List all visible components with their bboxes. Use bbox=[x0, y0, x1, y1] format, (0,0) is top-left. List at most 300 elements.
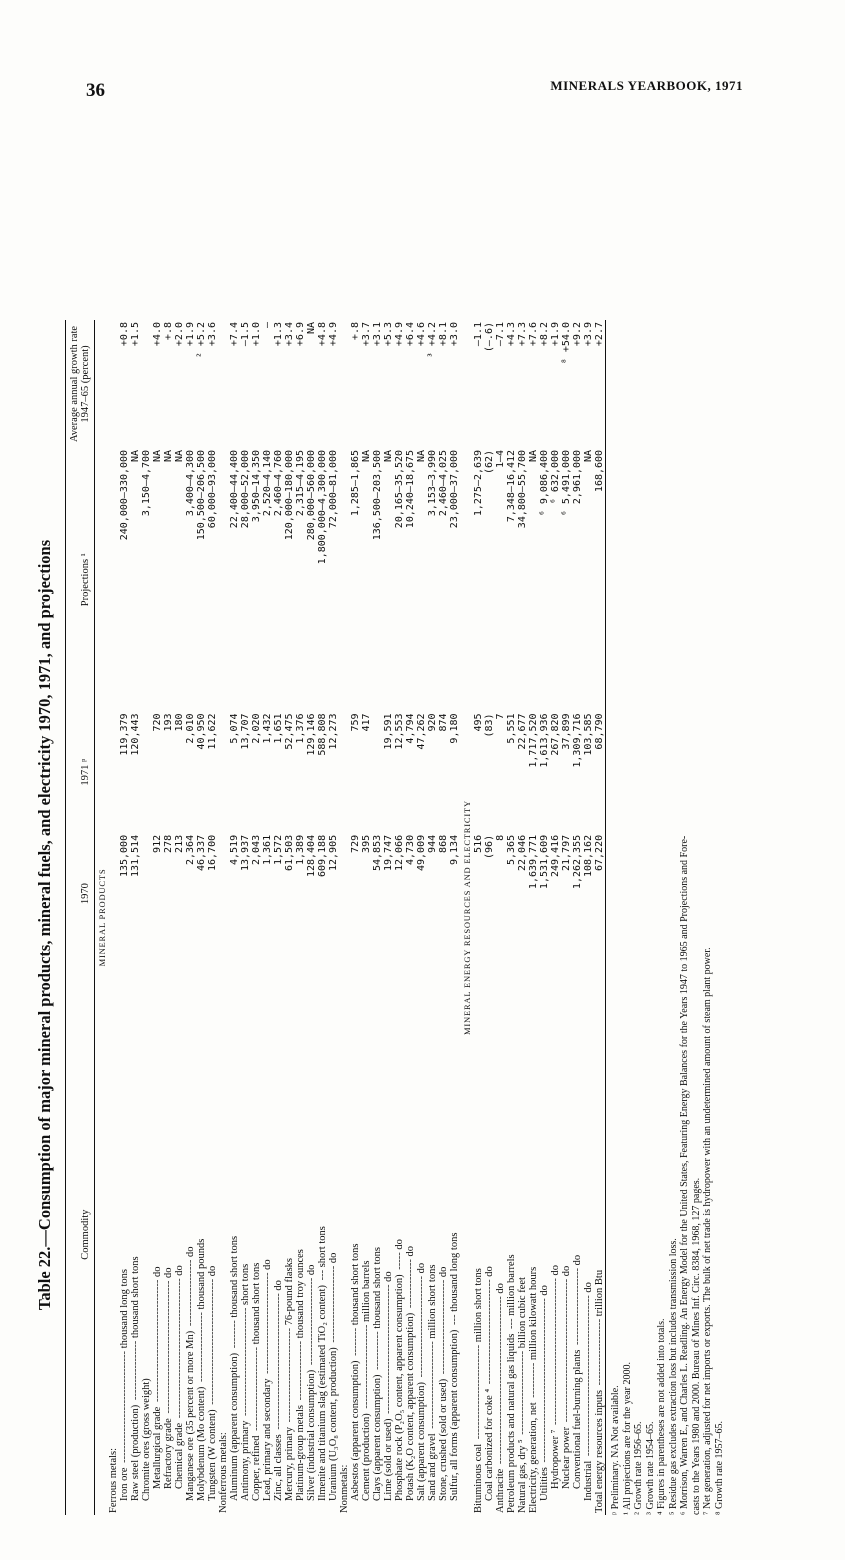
section-heading: MINERAL ENERGY RESOURCES AND ELECTRICITY bbox=[462, 800, 472, 1035]
leader-dots: ---------------------- bbox=[328, 1263, 339, 1346]
projection-value: 22,400–44,400 bbox=[229, 449, 240, 529]
commodity-cell bbox=[207, 954, 218, 1515]
leader-dots: ---------------------------------------------- bbox=[583, 1292, 594, 1459]
projection-value: 168,600 bbox=[594, 448, 606, 712]
growth-rate-value: +3.0 bbox=[449, 322, 460, 347]
projection-value: NA bbox=[416, 449, 427, 462]
commodity-cell bbox=[317, 954, 328, 1515]
commodity-cell bbox=[328, 954, 339, 1515]
unit-label: thousand troy ounces bbox=[295, 1249, 306, 1339]
growth-rate-value: +3.7 bbox=[361, 322, 372, 347]
value-1970: 395 bbox=[361, 834, 372, 853]
projection-value bbox=[108, 448, 119, 712]
unit-label: thousand short tons bbox=[130, 1256, 141, 1339]
value-1970: 22,046 bbox=[517, 834, 528, 872]
projection-value: NA bbox=[383, 449, 394, 462]
commodity-label: Bituminous coal bbox=[473, 1443, 484, 1513]
growth-rate-value: +8.2 bbox=[539, 322, 550, 347]
commodity-cell bbox=[539, 954, 550, 1515]
value-1971: 495 bbox=[473, 713, 484, 732]
growth-rate-value: –1.1 bbox=[473, 322, 484, 347]
footnote: casts to the Years 1980 and 2000. Bureau of Mines Inf. Circ. 8384, 1968, 127 pages. bbox=[690, 1177, 702, 1515]
projection-value: 150,500–206,500 bbox=[196, 449, 207, 541]
value-1971: 5,074 bbox=[229, 713, 240, 744]
commodity-cell bbox=[119, 954, 130, 1515]
projection-value: 34,800–55,700 bbox=[517, 449, 528, 529]
growth-rate-value bbox=[141, 320, 152, 448]
commodity-label: Chemical grade bbox=[174, 1422, 185, 1489]
commodity-cell bbox=[339, 954, 350, 1515]
commodity-cell bbox=[484, 954, 495, 1515]
column-header-commodity: Commodity bbox=[66, 954, 95, 1515]
column-header-1970: 1970 bbox=[66, 833, 95, 954]
growth-rate-value: +9.2 bbox=[572, 322, 583, 347]
unit-label: do bbox=[328, 1252, 339, 1264]
value-1971: 68,790 bbox=[594, 711, 606, 832]
projection-value: 2,315–4,195 bbox=[295, 449, 306, 517]
leader-dots: -------------------------------------- bbox=[163, 1278, 174, 1417]
unit-label: do bbox=[416, 1262, 427, 1274]
growth-rate-value: +1.5 bbox=[130, 322, 141, 347]
value-1971: 2,020 bbox=[251, 713, 262, 744]
table-row bbox=[350, 320, 361, 1515]
column-header-growth-rate: Average annual growth rate 1947–65 (percent) bbox=[66, 320, 95, 448]
value-1971: 5,551 bbox=[506, 713, 517, 744]
column-header-projections: Projections ¹ bbox=[66, 448, 95, 712]
footnote: ⁸ Growth rate 1957–65. bbox=[713, 1420, 725, 1515]
value-1970: 19,747 bbox=[383, 834, 394, 872]
leader-dots: ----------------- bbox=[130, 1338, 141, 1403]
table-row bbox=[528, 320, 539, 1515]
growth-rate-value: –1.5 bbox=[240, 322, 251, 347]
table-row bbox=[473, 320, 484, 1515]
value-1971: 37,899 bbox=[561, 713, 572, 750]
commodity-cell bbox=[416, 954, 427, 1515]
rotated-table-region bbox=[35, 290, 775, 1560]
unit-label: short tons bbox=[317, 1226, 328, 1268]
leader-dots: --- bbox=[506, 1315, 517, 1332]
commodity-cell bbox=[550, 954, 561, 1515]
unit-label: million short tons bbox=[427, 1264, 438, 1339]
value-1971: 1,651 bbox=[273, 713, 284, 744]
projection-value: NA bbox=[174, 449, 185, 462]
growth-rate-value: +1.0 bbox=[251, 322, 262, 347]
growth-rate-value: +6.9 bbox=[295, 322, 306, 347]
projection-value: 28,000–52,000 bbox=[240, 449, 251, 529]
leader-dots: ------------------------- bbox=[427, 1338, 438, 1432]
footnote: ⁴ Figures in parentheses are not added into totals. bbox=[656, 1318, 667, 1515]
projection-value: 2,460–4,760 bbox=[273, 449, 284, 517]
unit-label: thousand short tons bbox=[251, 1262, 262, 1345]
leader-dots: ------------------- bbox=[185, 1257, 196, 1329]
growth-rate-value: +8.1 bbox=[438, 322, 449, 347]
section-heading: MINERAL PRODUCTS bbox=[97, 868, 107, 967]
value-1971: 1,717,520 bbox=[528, 713, 539, 768]
table-row bbox=[152, 320, 163, 1515]
projection-value: ⁶ 9,086,400 bbox=[539, 449, 550, 517]
table-row bbox=[361, 320, 372, 1515]
value-1970: 131,514 bbox=[130, 834, 141, 878]
growth-rate-value: – bbox=[262, 322, 273, 329]
projection-value: 1,800,000–4,300,000 bbox=[317, 449, 328, 565]
commodity-label: Phosphate rock (P₂O₅ content, apparent consumption) bbox=[394, 1274, 405, 1501]
leader-dots: -------------------- bbox=[196, 1309, 207, 1385]
footnote: ⁶ Morrison, Warren E., and Charles L. Readling. An Energy Model for the United States, Featuring Energy Balances for the Years 1947 to 1965 and Projections and Fore- bbox=[679, 835, 690, 1515]
table-row bbox=[594, 320, 606, 1515]
table-row bbox=[163, 320, 174, 1515]
growth-rate-value: +7.6 bbox=[528, 322, 539, 347]
commodity-label: Electricity, generation, net bbox=[528, 1402, 539, 1513]
table-row bbox=[449, 320, 460, 1515]
commodity-label: Stone, crushed (sold or used) bbox=[438, 1378, 449, 1501]
commodity-label: Chromite ores (gross weight) bbox=[141, 1378, 152, 1501]
unit-label: do bbox=[583, 1282, 594, 1293]
value-1971: 1,376 bbox=[295, 713, 306, 744]
commodity-cell bbox=[572, 954, 583, 1515]
value-1970: 516 bbox=[473, 834, 484, 853]
leader-dots: -------- bbox=[350, 1325, 361, 1359]
projection-value: 120,000–180,000 bbox=[284, 449, 295, 541]
unit-label: million barrels bbox=[506, 1254, 517, 1316]
table-row bbox=[339, 320, 350, 1515]
unit-label: do bbox=[185, 1246, 196, 1258]
commodity-cell bbox=[517, 954, 528, 1515]
commodity-cell bbox=[152, 954, 163, 1515]
leader-dots: ----------------------------------- bbox=[152, 1277, 163, 1405]
value-1970: 1,262,355 bbox=[572, 834, 583, 890]
commodity-cell bbox=[506, 954, 517, 1515]
commodity-cell bbox=[583, 954, 594, 1515]
projection-value: NA bbox=[583, 449, 594, 462]
commodity-label: Uranium (U₃O₈ content, production) bbox=[328, 1347, 339, 1501]
footnote: ¹ All projections are for the year 2000. bbox=[621, 1362, 633, 1515]
value-1970: 46,337 bbox=[196, 834, 207, 872]
value-1971 bbox=[339, 711, 350, 832]
value-1971: (83) bbox=[484, 713, 495, 738]
commodity-label: Nonmetals: bbox=[339, 1464, 350, 1513]
growth-rate-value: –7.1 bbox=[495, 322, 506, 347]
leader-dots: --------------------------------------- bbox=[273, 1290, 284, 1433]
projection-value: NA bbox=[163, 449, 174, 462]
growth-rate-value: +.8 bbox=[350, 322, 361, 341]
value-1971: 759 bbox=[350, 713, 361, 732]
growth-rate-value: +2.0 bbox=[174, 322, 185, 347]
growth-rate-value: +4.3 bbox=[506, 322, 517, 347]
value-1971 bbox=[372, 711, 383, 832]
growth-rate-value: +4.0 bbox=[152, 322, 163, 347]
table-row bbox=[438, 320, 449, 1515]
commodity-label: Lead, primary and secondary bbox=[262, 1378, 273, 1501]
leader-dots: ------------------------------------------------ bbox=[495, 1293, 506, 1467]
leader-dots: ------------------------- bbox=[306, 1275, 317, 1368]
value-1971: 1,432 bbox=[262, 713, 273, 744]
value-1971: 40,950 bbox=[196, 713, 207, 750]
projection-value: NA bbox=[528, 449, 539, 462]
projection-value: 3,150–4,700 bbox=[141, 449, 152, 517]
growth-rate-value: +3.4 bbox=[284, 322, 295, 347]
commodity-cell bbox=[394, 954, 405, 1515]
leader-dots: ----------------------------- bbox=[262, 1269, 273, 1377]
commodity-cell bbox=[251, 954, 262, 1515]
commodity-cell bbox=[405, 954, 416, 1515]
commodity-cell bbox=[273, 954, 284, 1515]
value-1970: 5,365 bbox=[506, 834, 517, 865]
footnote: ⁵ Residue gas excludes extraction loss but includes transmission loss. bbox=[667, 1238, 679, 1515]
commodity-label: Silver (industrial consumption) bbox=[306, 1369, 317, 1501]
commodity-label: Copper, refined bbox=[251, 1435, 262, 1501]
commodity-label: Conventional fuel-burning plants bbox=[572, 1349, 583, 1489]
growth-rate-value bbox=[339, 320, 350, 448]
leader-dots: ------------------------------- bbox=[240, 1304, 251, 1419]
commodity-label: Antimony, primary bbox=[240, 1420, 251, 1501]
growth-rate-value bbox=[108, 320, 119, 448]
unit-label: do bbox=[163, 1267, 174, 1279]
table-row bbox=[119, 320, 130, 1515]
leader-dots: -------------- bbox=[405, 1256, 416, 1311]
commodity-cell bbox=[427, 954, 438, 1515]
commodity-cell bbox=[284, 954, 295, 1515]
commodity-label: Cement (production) bbox=[361, 1413, 372, 1501]
unit-label: do bbox=[174, 1265, 185, 1276]
commodity-cell bbox=[438, 954, 449, 1515]
leader-dots: ------------------- bbox=[594, 1316, 605, 1388]
value-1970: 4,730 bbox=[405, 834, 416, 865]
table-row bbox=[416, 320, 427, 1515]
value-1970: 2,364 bbox=[185, 834, 196, 865]
value-1970: 868 bbox=[438, 834, 449, 853]
value-1971 bbox=[218, 711, 229, 832]
commodity-label: Petroleum products and natural gas liquids bbox=[506, 1333, 517, 1513]
commodity-label: Utilities bbox=[539, 1467, 550, 1501]
value-1971: 417 bbox=[361, 713, 372, 732]
projection-value: 7,348–16,412 bbox=[506, 449, 517, 523]
table-row bbox=[295, 320, 306, 1515]
commodity-cell bbox=[383, 954, 394, 1515]
projection-value: 23,000–37,000 bbox=[449, 449, 460, 529]
value-1970: 912 bbox=[152, 834, 163, 853]
leader-dots: --- bbox=[449, 1311, 460, 1328]
value-1970: 16,700 bbox=[207, 834, 218, 872]
commodity-cell bbox=[163, 954, 174, 1515]
value-1970: 729 bbox=[350, 834, 361, 853]
growth-rate-value: +6.4 bbox=[405, 322, 416, 347]
table-row bbox=[572, 320, 583, 1515]
table-row bbox=[218, 320, 229, 1515]
growth-rate-value: +0.8 bbox=[119, 322, 130, 347]
table-row bbox=[273, 320, 284, 1515]
table-row bbox=[517, 320, 528, 1515]
value-1970 bbox=[339, 833, 350, 954]
commodity-label: Hydropower ⁷ bbox=[550, 1429, 561, 1489]
running-head: MINERALS YEARBOOK, 1971 bbox=[550, 78, 743, 93]
commodity-cell bbox=[240, 954, 251, 1515]
leader-dots: --------------------------- bbox=[284, 1325, 295, 1426]
table-header-row bbox=[66, 320, 95, 1515]
table-row bbox=[196, 320, 207, 1515]
unit-label: million short tons bbox=[473, 1268, 484, 1343]
projection-value: 136,500–203,500 bbox=[372, 449, 383, 541]
commodity-cell bbox=[473, 954, 484, 1515]
table-row bbox=[539, 320, 550, 1515]
value-1970: 67,220 bbox=[594, 833, 606, 954]
unit-label: thousand short tons bbox=[229, 1235, 240, 1318]
unit-label: do bbox=[383, 1271, 394, 1282]
projection-value bbox=[339, 448, 350, 712]
table-row bbox=[550, 320, 561, 1515]
value-1970: 249,416 bbox=[550, 834, 561, 878]
commodity-cell bbox=[262, 954, 273, 1515]
leader-dots: ------------------------------ bbox=[484, 1276, 495, 1387]
projection-value: (62) bbox=[484, 449, 495, 475]
growth-rate-value: +4.6 bbox=[416, 322, 427, 347]
value-1971: 19,591 bbox=[383, 713, 394, 750]
unit-label: do bbox=[495, 1283, 506, 1294]
unit-label: short tons bbox=[240, 1263, 251, 1305]
commodity-cell bbox=[141, 954, 152, 1515]
projection-value bbox=[218, 448, 229, 712]
projection-value: NA bbox=[152, 449, 163, 462]
unit-label: thousand long tons bbox=[119, 1268, 130, 1349]
value-1971: 1,613,936 bbox=[539, 713, 550, 768]
footnote: ³ Growth rate 1954–65. bbox=[644, 1421, 656, 1515]
projection-value: 1–4 bbox=[495, 449, 506, 468]
value-1971: 11,622 bbox=[207, 713, 218, 750]
table-row bbox=[130, 320, 141, 1515]
section-heading-row bbox=[95, 320, 109, 1515]
column-header-1971: 1971 ᵖ bbox=[66, 711, 95, 832]
commodity-label: Clays (apparent consumption) bbox=[372, 1374, 383, 1501]
growth-rate-value: +3.6 bbox=[207, 322, 218, 347]
growth-rate-value: NA bbox=[306, 322, 317, 335]
value-1970: 1,389 bbox=[295, 834, 306, 865]
growth-rate-value: +7.3 bbox=[517, 322, 528, 347]
commodity-cell bbox=[350, 954, 361, 1515]
commodity-cell bbox=[196, 954, 207, 1515]
commodity-label: Platinum-group metals bbox=[295, 1405, 306, 1501]
leader-dots: ----- bbox=[394, 1249, 405, 1273]
commodity-label: Natural gas, dry ⁵ bbox=[517, 1439, 528, 1513]
value-1971: 12,553 bbox=[394, 713, 405, 750]
projection-value: 280,000–560,000 bbox=[306, 449, 317, 541]
growth-rate-value: +3.9 bbox=[583, 322, 594, 347]
growth-rate-value: +1.3 bbox=[273, 322, 284, 347]
unit-label: do bbox=[561, 1265, 572, 1277]
consumption-table bbox=[65, 320, 606, 1515]
value-1970: 1,361 bbox=[262, 834, 273, 865]
unit-label: do bbox=[262, 1259, 273, 1270]
commodity-cell bbox=[229, 954, 240, 1515]
commodity-label: Tungsten (W content) bbox=[207, 1409, 218, 1501]
projection-value: 240,000–330,000 bbox=[119, 449, 130, 541]
projection-value: 20,165–35,520 bbox=[394, 449, 405, 529]
projection-value: 60,000–93,000 bbox=[207, 449, 218, 529]
value-1971: 874 bbox=[438, 713, 449, 732]
table-row bbox=[495, 320, 506, 1515]
commodity-label: Nonferrous metals: bbox=[218, 1432, 229, 1513]
value-1970: 9,134 bbox=[449, 834, 460, 865]
value-1970: 21,797 bbox=[561, 834, 572, 872]
table-row bbox=[394, 320, 405, 1515]
table-row bbox=[484, 320, 495, 1515]
projection-value: 2,460–4,025 bbox=[438, 449, 449, 517]
unit-label: million barrels bbox=[361, 1260, 372, 1323]
leader-dots: ----------------------------- bbox=[416, 1273, 427, 1381]
commodity-label: Salt (apparent consumption) bbox=[416, 1382, 427, 1501]
leader-dots: ----------------- bbox=[295, 1338, 306, 1404]
value-1971: 588,808 bbox=[317, 713, 328, 756]
growth-rate-value: +7.4 bbox=[229, 322, 240, 347]
value-1971: 4,794 bbox=[405, 713, 416, 744]
leader-dots: ------------------------------------------ bbox=[550, 1275, 561, 1428]
table-row bbox=[317, 320, 328, 1515]
commodity-label: Zinc, all classes bbox=[273, 1434, 284, 1501]
table-row bbox=[561, 320, 572, 1515]
value-1971: 119,379 bbox=[119, 713, 130, 756]
value-1970: 13,937 bbox=[240, 834, 251, 872]
value-1971 bbox=[141, 711, 152, 832]
growth-rate-value: +.8 bbox=[163, 322, 174, 341]
commodity-label: Coal carbonized for coke ⁴ bbox=[484, 1388, 495, 1501]
value-1970: 609,188 bbox=[317, 834, 328, 878]
value-1970: 1,639,771 bbox=[528, 834, 539, 890]
table-title: Table 22.—Consumption of major mineral products, mineral fuels, and electricity 1970, 1971, and projections bbox=[35, 539, 54, 1311]
table-row bbox=[284, 320, 295, 1515]
footnote: ᵖ Preliminary. NA Not available. bbox=[610, 1385, 621, 1515]
commodity-label: Sulfur, all forms (apparent consumption) bbox=[449, 1329, 460, 1501]
unit-label: do bbox=[207, 1265, 218, 1277]
growth-rate-value: +4.9 bbox=[394, 322, 405, 347]
leader-dots: ------------------------------------ bbox=[207, 1276, 218, 1408]
leader-dots: ---------- bbox=[528, 1360, 539, 1401]
value-1970: 135,000 bbox=[119, 834, 130, 878]
commodity-label: Aluminum (apparent consumption) bbox=[229, 1352, 240, 1501]
commodity-label: Molybdenum (Mo content) bbox=[196, 1386, 207, 1501]
commodity-cell bbox=[130, 954, 141, 1515]
leader-dots: --------------------------- bbox=[473, 1342, 484, 1442]
projection-value: 1,285–1,865 bbox=[350, 449, 361, 517]
projection-value: 3,400–4,300 bbox=[185, 449, 196, 517]
commodity-label: Raw steel (production) bbox=[130, 1404, 141, 1501]
unit-label: thousand short tons bbox=[372, 1247, 383, 1329]
commodity-label: Ilmenite and titanium slag (estimated TiO₂ content) bbox=[317, 1285, 328, 1501]
value-1970: 54,853 bbox=[372, 834, 383, 872]
value-1970: 1,531,609 bbox=[539, 834, 550, 890]
growth-rate-value bbox=[218, 320, 229, 448]
table-row bbox=[240, 320, 251, 1515]
value-1970: 4,519 bbox=[229, 834, 240, 865]
value-1971: 12,273 bbox=[328, 713, 339, 750]
value-1970: 1,572 bbox=[273, 834, 284, 865]
leader-dots: --- bbox=[317, 1267, 328, 1284]
value-1971 bbox=[108, 711, 119, 832]
table-row bbox=[251, 320, 262, 1515]
projection-value: 1,275–2,639 bbox=[473, 449, 484, 517]
table-row bbox=[174, 320, 185, 1515]
value-1970: 49,009 bbox=[416, 834, 427, 872]
footnote: ⁷ Net generation, adjusted for net imports or exports. The bulk of net trade is hydropower with an undetermined amount of steam plant power. bbox=[702, 947, 713, 1515]
commodity-cell bbox=[218, 954, 229, 1515]
growth-rate-value: +4.9 bbox=[328, 322, 339, 347]
commodity-label: Asbestos (apparent consumption) bbox=[350, 1360, 361, 1501]
value-1970: 108,162 bbox=[583, 834, 594, 878]
table-row bbox=[372, 320, 383, 1515]
value-1970: 944 bbox=[427, 834, 438, 853]
commodity-cell bbox=[185, 954, 196, 1515]
projection-value: 2,520–4,140 bbox=[262, 449, 273, 517]
value-1970: 2,043 bbox=[251, 834, 262, 865]
commodity-cell bbox=[306, 954, 317, 1515]
leader-dots: ---------------------- bbox=[572, 1265, 583, 1348]
